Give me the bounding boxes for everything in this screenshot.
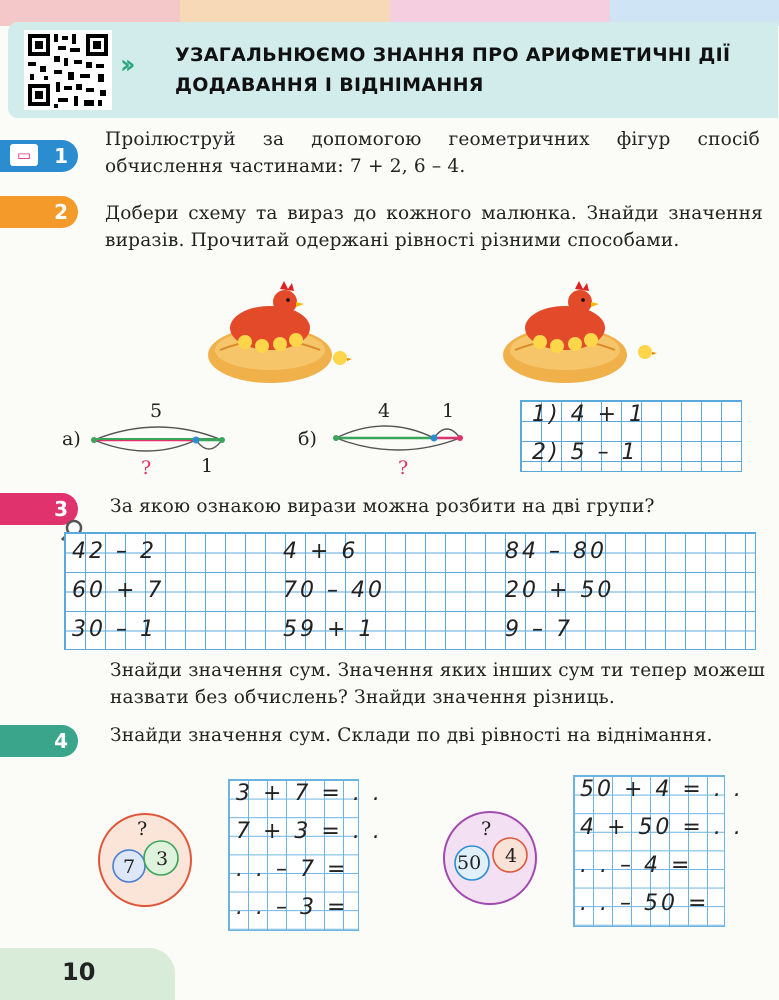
scheme-b-part-right: 1 [442, 400, 455, 422]
circle-1-part: 3 [156, 848, 169, 870]
task-4-grid-2-row: 4 + 50 = . . [580, 815, 744, 840]
task-1-tab: ▭ 1 [0, 140, 78, 172]
task-2-text: Добери схему та вираз до кожного малюнка. Знайди значення виразів. Прочитай одержані рівності різними способами. [105, 203, 763, 251]
scheme-a-part: 1 [201, 455, 214, 477]
task-3-expr: 84 – 80 [505, 539, 607, 564]
task-3-expression-grid [64, 532, 756, 650]
circle-1-whole: ? [137, 818, 148, 840]
task-3-expr: 9 – 7 [505, 617, 573, 642]
scheme-a-diagram [88, 420, 238, 460]
task-4-grid-2-row: . . – 50 = [580, 891, 710, 916]
double-arrow-icon: ›› [120, 50, 130, 80]
task-2-tab: 2 [0, 196, 78, 228]
task-4-grid-2-row: . . – 4 = [580, 853, 693, 878]
presentation-icon: ▭ [10, 144, 38, 166]
task-4-tab: 4 [0, 725, 78, 757]
hen-nest-illustration-right [495, 280, 665, 390]
task-4-grid-1-row: 3 + 7 = . . [236, 781, 383, 806]
task-3-expr: 30 – 1 [72, 617, 157, 642]
task-3-expr: 20 + 50 [505, 578, 615, 603]
task-4-grid-1-row: . . – 3 = [236, 895, 349, 920]
page-number: 10 [62, 958, 96, 986]
task-2-expr-1: 1) 4 + 1 [532, 402, 646, 427]
scheme-a-label: а) [62, 428, 81, 450]
task-3-expr: 60 + 7 [72, 578, 165, 603]
task-3-expr: 59 + 1 [283, 617, 376, 642]
qr-code[interactable] [24, 30, 112, 110]
task-3-followup-text: Знайди значення сум. Значення яких інших сум ти тепер можеш назвати без обчислень? Знайди значення різниць. [110, 660, 765, 708]
scheme-a-question: ? [141, 457, 152, 479]
scheme-b-part-left: 4 [378, 400, 391, 422]
task-3-text: За якою ознакою вирази можна розбити на дві групи? [110, 496, 655, 517]
task-4-grid-2-row: 50 + 4 = . . [580, 777, 744, 802]
circle-2-part: 4 [505, 845, 518, 867]
task-4-text: Знайди значення сум. Склади по дві рівності на віднімання. [110, 725, 713, 746]
scheme-b-question: ? [398, 457, 409, 479]
task-4-grid-1-row: . . – 7 = [236, 857, 349, 882]
task-1-text: Проілюструй за допомогою геометричних фігур спосіб обчислення частинами: 7 + 2, 6 – 4. [105, 129, 760, 177]
circle-2-part: 50 [457, 852, 482, 874]
scheme-b-label: б) [298, 428, 317, 450]
hen-nest-illustration-left [200, 280, 360, 390]
task-3-tab: 3 [0, 493, 78, 525]
task-2-expr-2: 2) 5 – 1 [532, 440, 639, 465]
task-4-grid-1-row: 7 + 3 = . . [236, 819, 383, 844]
task-3-expr: 4 + 6 [283, 539, 359, 564]
task-3-expr: 42 – 2 [72, 539, 157, 564]
circle-2-whole: ? [481, 818, 492, 840]
circle-1-part: 7 [123, 856, 136, 878]
scheme-a-whole: 5 [150, 400, 163, 422]
scheme-b-diagram [330, 418, 480, 458]
page-title: УЗАГАЛЬНЮЄМО ЗНАННЯ ПРО АРИФМЕТИЧНІ ДІЇ ДОДАВАННЯ І ВІДНІМАННЯ [175, 44, 731, 96]
task-3-expr: 70 – 40 [283, 578, 385, 603]
